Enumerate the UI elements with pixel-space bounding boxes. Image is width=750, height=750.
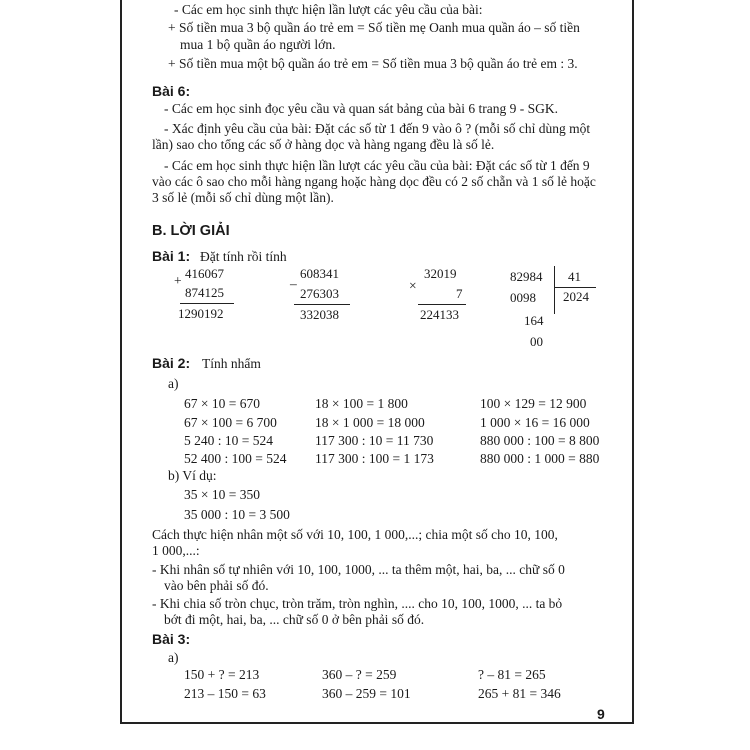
bai2-note-2: 1 000,...: <box>152 543 200 558</box>
bai2-cell: 117 300 : 10 = 11 730 <box>315 433 434 448</box>
div-horizontal-rule <box>554 287 596 288</box>
bai1-subtitle: Đặt tính rồi tính <box>200 249 287 264</box>
bai2-b-example-2: 35 000 : 10 = 3 500 <box>184 507 290 522</box>
bai2-b-label: b) Ví dụ: <box>168 468 217 483</box>
div-remainder: 00 <box>530 334 543 349</box>
add-operand-2: 874125 <box>185 285 224 300</box>
bai2-note-4: vào bên phải số đó. <box>164 578 269 593</box>
div-step-2: 164 <box>524 313 544 328</box>
bai3-cell: ? – 81 = 265 <box>478 667 546 682</box>
bai1-title: Bài 1: <box>152 248 191 264</box>
add-result: 1290192 <box>178 306 224 321</box>
bai2-cell: 1 000 × 16 = 16 000 <box>480 415 590 430</box>
solutions-heading: B. LỜI GIẢI <box>152 223 230 239</box>
bai3-cell: 360 – ? = 259 <box>322 667 397 682</box>
intro-line-1: - Các em học sinh thực hiện lần lượt các yêu cầu của bài: <box>174 2 483 17</box>
bai2-cell: 100 × 129 = 12 900 <box>480 396 587 411</box>
bai3-a-label: a) <box>168 650 179 665</box>
intro-line-2: + Số tiền mua 3 bộ quần áo trẻ em = Số tiền mẹ Oanh mua quần áo – số tiền <box>168 20 580 35</box>
bai2-note-3: - Khi nhân số tự nhiên với 10, 100, 1000, ... ta thêm một, hai, ba, ... chữ số 0 <box>152 562 565 577</box>
mul-rule <box>418 304 466 305</box>
div-quotient: 2024 <box>563 289 589 304</box>
bai2-a-label: a) <box>168 376 179 391</box>
bai6-line-6: 3 số lẻ (mỗi số chỉ dùng một lần). <box>152 190 334 205</box>
sub-rule <box>294 304 350 305</box>
bai2-note-6: bớt đi một, hai, ba, ... chữ số 0 ở bên phải số đó. <box>164 612 425 627</box>
bai2-note-1: Cách thực hiện nhân một số với 10, 100, 1 000,...; chia một số cho 10, 100, <box>152 527 558 542</box>
bai2-cell: 117 300 : 100 = 1 173 <box>315 451 434 466</box>
book-page <box>120 0 634 724</box>
div-step-1: 0098 <box>510 290 536 305</box>
intro-line-4: + Số tiền mua một bộ quần áo trẻ em = Số tiền mua 3 bộ quần áo trẻ em : 3. <box>168 56 578 71</box>
bai6-line-3: lần) sao cho tổng các số ở hàng dọc và hàng ngang đều là số lẻ. <box>152 137 495 152</box>
add-operator: + <box>174 273 182 288</box>
bai2-cell: 67 × 100 = 6 700 <box>184 415 277 430</box>
bai2-cell: 5 240 : 10 = 524 <box>184 433 273 448</box>
bai3-title: Bài 3: <box>152 631 191 647</box>
bai6-line-2: - Xác định yêu cầu của bài: Đặt các số từ 1 đến 9 vào ô ? (mỗi số chỉ dùng một <box>164 121 591 136</box>
bai6-line-1: - Các em học sinh đọc yêu cầu và quan sát bảng của bài 6 trang 9 - SGK. <box>164 101 559 116</box>
bai2-cell: 18 × 1 000 = 18 000 <box>315 415 425 430</box>
bai2-b-example-1: 35 × 10 = 350 <box>184 487 260 502</box>
sub-operator: – <box>290 276 297 291</box>
bai3-cell: 150 + ? = 213 <box>184 667 260 682</box>
bai3-cell: 265 + 81 = 346 <box>478 686 561 701</box>
bai2-cell: 880 000 : 100 = 8 800 <box>480 433 600 448</box>
bai2-note-5: - Khi chia số tròn chục, tròn trăm, tròn nghìn, .... cho 10, 100, 1000, ... ta bỏ <box>152 596 563 611</box>
add-rule <box>180 303 234 304</box>
bai2-cell: 52 400 : 100 = 524 <box>184 451 287 466</box>
mul-operand-2: 7 <box>456 286 463 301</box>
bai2-cell: 880 000 : 1 000 = 880 <box>480 451 600 466</box>
bai2-subtitle: Tính nhẩm <box>202 356 261 371</box>
sub-result: 332038 <box>300 307 339 322</box>
div-vertical-rule <box>554 266 555 314</box>
bai3-cell: 213 – 150 = 63 <box>184 686 266 701</box>
sub-operand-1: 608341 <box>300 266 339 281</box>
bai6-line-5: vào các ô sao cho mỗi hàng ngang hoặc hàng dọc đều có 2 số chẵn và 1 số lẻ hoặc <box>152 174 596 189</box>
page-number: 9 <box>597 706 605 722</box>
sub-operand-2: 276303 <box>300 286 339 301</box>
add-operand-1: 416067 <box>185 266 224 281</box>
bai2-cell: 18 × 100 = 1 800 <box>315 396 408 411</box>
mul-operand-1: 32019 <box>424 266 457 281</box>
bai3-cell: 360 – 259 = 101 <box>322 686 411 701</box>
bai2-title: Bài 2: <box>152 355 191 371</box>
intro-line-3: mua 1 bộ quần áo người lớn. <box>180 37 336 52</box>
div-dividend: 82984 <box>510 269 543 284</box>
bai6-title: Bài 6: <box>152 83 191 99</box>
bai2-cell: 67 × 10 = 670 <box>184 396 260 411</box>
mul-result: 224133 <box>420 307 459 322</box>
bai6-line-4: - Các em học sinh thực hiện lần lượt các yêu cầu của bài: Đặt các số từ 1 đến 9 <box>164 158 590 173</box>
mul-operator: × <box>409 278 417 293</box>
div-divisor: 41 <box>568 269 581 284</box>
